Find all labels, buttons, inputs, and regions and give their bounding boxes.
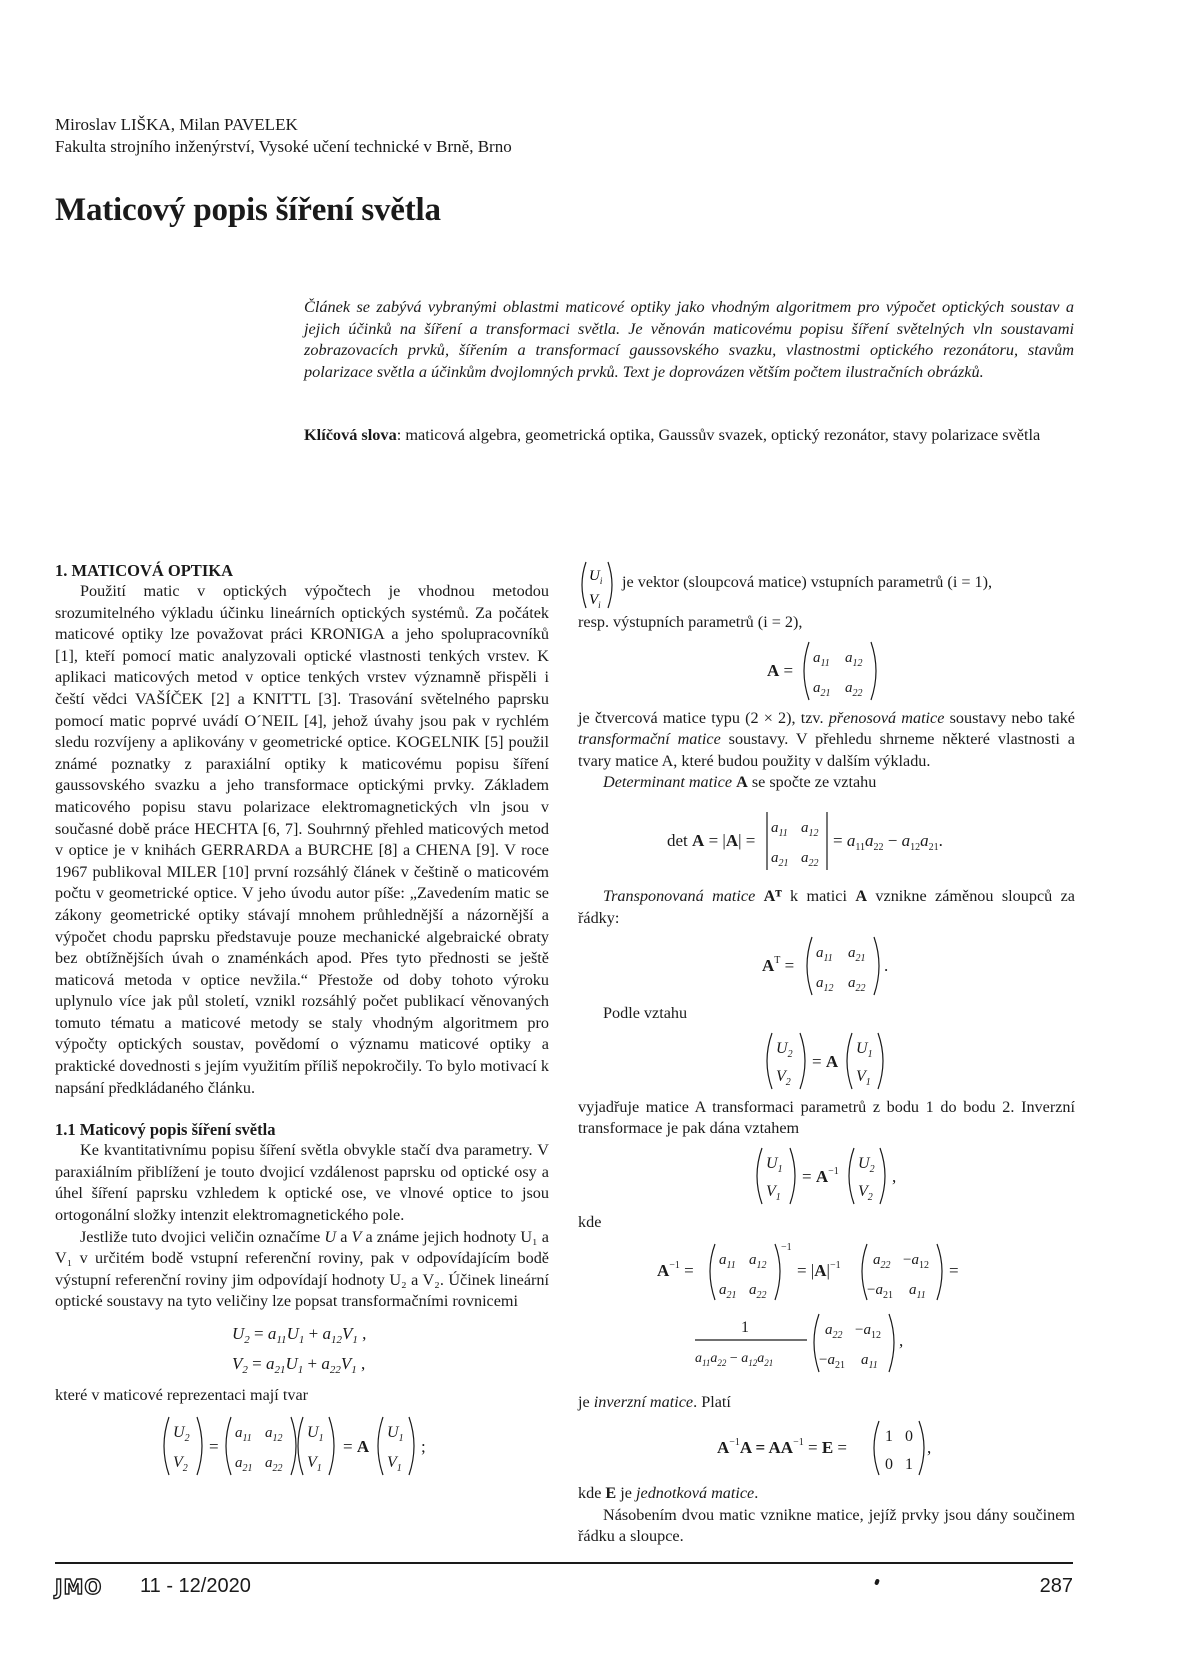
- svg-text:−a21: $-a_{21}$: [818, 1351, 845, 1371]
- section-1-1-paragraph-1: Ke kvantitativnímu popisu šíření světla obvykle stačí dva parametry. V paraxiálním přiblížení je touto dvojicí vzdálenost paprsku od optické osy a úhel šíření paprsku vzhledem k optické ose, ve vlnové optice to jsou ortogonální složky intenzit elektromagnetického pole.: [55, 1141, 549, 1225]
- svg-text:a12: $a_{12}$: [844, 649, 862, 669]
- svg-text:,: ,: [891, 1166, 896, 1186]
- svg-text:,: ,: [926, 1438, 931, 1458]
- svg-text:= A−1: = $A^{-1}$: [801, 1165, 839, 1186]
- svg-text:a22: $a_{22}$: [872, 1251, 890, 1271]
- svg-text:U1: $U_1$: [855, 1039, 873, 1060]
- svg-text:a22: $a_{22}$: [748, 1281, 766, 1301]
- transpose-equation: [752, 933, 902, 999]
- matrix-form-text: které v maticové reprezentaci mají tvar: [55, 1386, 309, 1404]
- footer-mark: [874, 1578, 880, 1585]
- svg-text:AT =: $A^T$ =: [761, 955, 794, 976]
- svg-text:a21: $a_{21}$: [770, 849, 788, 869]
- section-1-heading: 1. MATICOVÁ OPTIKA: [55, 561, 233, 580]
- svg-text:−a12: $-a_{12}$: [902, 1251, 929, 1271]
- svg-text:a11: $a_{11}$: [770, 819, 788, 839]
- svg-text:a21: $a_{21}$: [235, 1454, 253, 1474]
- product-text: Násobením dvou matic vznikne matice, jejíž prvky jsou dány součinem řádku a sloupce.: [578, 1505, 1075, 1546]
- svg-text:a11: $a_{11}$: [908, 1281, 926, 1301]
- inverse-transform-equation: [752, 1144, 902, 1208]
- matrix-equation: [157, 1411, 447, 1481]
- svg-text:U2: $U_2$: [775, 1039, 793, 1060]
- svg-text:=: =: [948, 1260, 959, 1280]
- svg-text:1: 1: [904, 1456, 913, 1474]
- svg-text:a22: $a_{22}$: [265, 1454, 283, 1474]
- svg-text:V2: $V_2$: [775, 1067, 791, 1088]
- right-column: [578, 560, 1075, 1548]
- svg-text:1: 1: [740, 1318, 749, 1336]
- svg-text:U1: $U_1$: [307, 1423, 324, 1444]
- svg-text:a12: $a_{12}$: [815, 975, 833, 995]
- svg-text:= a11a22 − a12a21.: = $a_{11}a_{22} - a_{12}a_{21}$.: [832, 830, 943, 853]
- svg-text:V2: $V_2$: [173, 1453, 188, 1474]
- section-1-text: Použití matic v optických výpočtech je vhodnou metodou srozumitelného výkladu účinku lineárních optických systémů. Za počátek maticové optiky lze považovat práci KRONIGA a jeho spolupracovníků [1], kteří pomocí matic analyzovali optické vlastnosti tenkých vrstev. K aplikaci maticových metod v optice tenkých vrstev významně přispěli i čeští vědci VAŠÍČEK [2] a KNITTL [3]. Trasování světelného paprsku pomocí matic poprvé uvádí O´NEIL [4], jehož úvahy jsou pak v rychlém sledu rozvíjeny a aplikovány v geometrické optice. KOGELNIK [5] použil známé poznatky z paraxiální optiky k maticovému popisu šíření gaussovského svazku a jeho transformace optickými prvky. Základem maticového popisu stavu polarizace elektromagnetických vln jsou v současné době práce HECHTA [6, 7]. Souhrnný přehled maticových metod v optice je v knihách GERRARDA a BURCHE [8] a CHENA [9]. V roce 1967 publikoval MILER [10] první rozsáhlý článek v češtině o maticovém počtu v geometrické optice. V jeho úvodu autor píše: „Zavedením matic se zákony geometrické optiky stávají mnohem průhlednější a názornější a výpočet chodu paprsku představuje pouze mechanické algebraické obraty bez obtížnějších úvah o znaménkách apod. Přes tyto přednosti se ještě maticová metoda v optice nevžila.“ Přestože od doby tohoto výroku uplynulo více jak půl století, vznikl rozsáhlý počet publikací věnovaných tomuto tématu a maticové metody se staly vhodným algoritmem pro výpočty optických soustav, povědomí o významu maticové optiky a praktické dovednosti s jejím využitím příliš nepokročily. To bylo motivací k napsání předkládaného článku.: [55, 582, 549, 1097]
- issue-number: 11 - 12/2020: [140, 1575, 251, 1597]
- svg-text:0: 0: [884, 1456, 893, 1474]
- svg-text:−1: −1: [780, 1241, 792, 1253]
- svg-text:V1: $V_1$: [855, 1067, 871, 1088]
- transpose-text: Transponovaná matice Aᵀ k matici A vznikne záměnou sloupců za řádky:: [578, 886, 1075, 927]
- footer: [55, 1573, 1073, 1603]
- svg-text:a12: $a_{12}$: [265, 1424, 283, 1444]
- svg-text:U2: $U_2$: [857, 1154, 875, 1175]
- inverse-matrix-text: je inverzní matice. Platí: [578, 1392, 731, 1411]
- svg-text:a12: $a_{12}$: [748, 1251, 766, 1271]
- vector-definition: [578, 560, 1075, 608]
- svg-text:V1: $V_1$: [387, 1453, 402, 1474]
- svg-text:U1: $U_1$: [765, 1154, 783, 1175]
- svg-text:a11: $a_{11}$: [718, 1251, 736, 1271]
- authors: Miroslav LIŠKA, Milan PAVELEK: [55, 115, 298, 134]
- svg-text:a21: $a_{21}$: [812, 679, 830, 699]
- svg-text:A =: A =: [766, 660, 793, 680]
- affiliation: Fakulta strojního inženýrství, Vysoké učení technické v Brně, Brno: [55, 137, 512, 156]
- svg-text:a22: $a_{22}$: [847, 975, 865, 995]
- article-title: Maticový popis šíření světla: [55, 192, 441, 228]
- journal-logo: JMO: [55, 1575, 103, 1599]
- determinant-text: Determinant matice A se spočte ze vztahu: [603, 773, 877, 792]
- svg-text:V2 = a21U1 + a22V1 ,: $V_2 = a_{21}U_1 + a_{22}V_1$ ,: [232, 1354, 366, 1376]
- svg-text:−a21: $-a_{21}$: [866, 1281, 893, 1301]
- svg-text:=: =: [209, 1436, 219, 1456]
- footer-rule: [55, 1562, 1073, 1564]
- transformation-equations: [212, 1317, 392, 1381]
- svg-text:V1: $V_1$: [307, 1453, 322, 1474]
- author-block: [55, 114, 512, 158]
- svg-text:U1: $U_1$: [387, 1423, 404, 1444]
- kde-text: kde: [578, 1212, 602, 1231]
- matrix-A-definition: [757, 638, 897, 704]
- svg-text:−a12: $-a_{12}$: [854, 1321, 881, 1341]
- identity-text: kde E je jednotková matice.: [578, 1484, 759, 1503]
- svg-text:a11: $a_{11}$: [860, 1351, 878, 1371]
- svg-text:a11: $a_{11}$: [235, 1424, 252, 1444]
- keywords-text: : maticová algebra, geometrická optika, Gaussův svazek, optický rezonátor, stavy polarizace světla: [396, 425, 1041, 444]
- svg-text:1: 1: [884, 1428, 893, 1446]
- forward-transform-equation: [762, 1029, 892, 1093]
- inverse-matrix-equation: [657, 1238, 997, 1388]
- svg-text:Ui: $U_i$: [589, 568, 603, 586]
- identity-equation: [717, 1417, 937, 1479]
- keywords: [304, 424, 1074, 446]
- abstract: Článek se zabývá vybranými oblastmi maticové optiky jako vhodným algoritmem pro výpočet optických soustav a jejich účinků na šíření a transformaci světla. Je věnován maticovému popisu šíření světelných vln soustavami zobrazovacích prvků, šířením a transformací gaussovského svazku, vlastnostmi optického rezonátoru, stavům polarizace světla a účinkům dvojlomných prvků. Text je doprovázen větším počtem ilustračních obrázků.: [304, 297, 1074, 381]
- vector-symbol: [578, 560, 618, 610]
- svg-text:a11: $a_{11}$: [812, 649, 830, 669]
- svg-text:a22: $a_{22}$: [824, 1321, 842, 1341]
- svg-text:V1: $V_1$: [765, 1182, 781, 1203]
- section-1-1-heading: 1.1 Maticový popis šíření světla: [55, 1120, 276, 1140]
- svg-text:a12: $a_{12}$: [800, 819, 818, 839]
- left-column: [55, 560, 549, 1485]
- svg-text:a21: $a_{21}$: [718, 1281, 736, 1301]
- svg-text:0: 0: [904, 1428, 913, 1446]
- expresses-text: vyjadřuje matice A transformaci parametrů z bodu 1 do bodu 2. Inverzní transformace je pak dána vztahem: [578, 1097, 1075, 1138]
- svg-text:= A: = A: [811, 1051, 838, 1071]
- vector-text: je vektor (sloupcová matice) vstupních parametrů (i = 1),: [622, 573, 993, 591]
- svg-text:a21: $a_{21}$: [847, 945, 865, 965]
- svg-text:= |A|−1: = $|A|^{-1}$: [796, 1259, 841, 1280]
- svg-text:= A: = A: [343, 1436, 370, 1456]
- svg-text:a11: $a_{11}$: [815, 945, 833, 965]
- svg-text:V2: $V_2$: [857, 1182, 873, 1203]
- svg-text:a11a22 − a12a21: $a_{11}a_{22} - a_{12}a_{21}$: [694, 1350, 773, 1368]
- svg-text:a22: $a_{22}$: [844, 679, 862, 699]
- svg-text:,: ,: [898, 1330, 903, 1350]
- svg-text:;: ;: [421, 1436, 426, 1456]
- vector-text-2: resp. výstupních parametrů (i = 2),: [578, 613, 803, 631]
- keywords-label: Klíčová slova: [304, 425, 397, 444]
- page-number: 287: [1039, 1575, 1073, 1597]
- svg-text:Vi: $V_i$: [589, 592, 601, 610]
- svg-text:A−1 =: $A^{-1}$ =: [656, 1259, 694, 1280]
- svg-text:det A = |A| =: det A = |A| =: [666, 830, 755, 850]
- svg-text:A−1A = AA−1 = E =: $A^{-1}A = AA^{-1} = E$ =: [716, 1437, 847, 1458]
- square-matrix-text: je čtvercová matice typu (2 × 2), tzv. přenosová matice soustavy nebo také transformační matice soustavy. V přehledu shrneme některé vlastnosti a tvary matice A, které budou použity v dalším výkladu.: [578, 708, 1075, 770]
- podle-text: Podle vztahu: [603, 1004, 688, 1023]
- svg-text:U2 = a11U1 + a12V1 ,: $U_2 = a_{11}U_1 + a_{12}V_1$ ,: [232, 1324, 367, 1346]
- determinant-equation: [667, 806, 987, 876]
- section-1-1-paragraph-2: Jestliže tuto dvojici veličin označíme U a V a známe jejich hodnoty U₁ a V₁ v určitém bodě vstupní referenční roviny, pak v odpovídajícím bodě výstupní referenční roviny jim odpovídají hodnoty U₂ a V₂. Účinek lineární optické soustavy na tyto veličiny lze popsat transformačními rovnicemi: [55, 1227, 549, 1311]
- svg-text:U2: $U_2$: [173, 1423, 190, 1444]
- svg-text:.: .: [883, 956, 888, 976]
- svg-text:a22: $a_{22}$: [800, 849, 818, 869]
